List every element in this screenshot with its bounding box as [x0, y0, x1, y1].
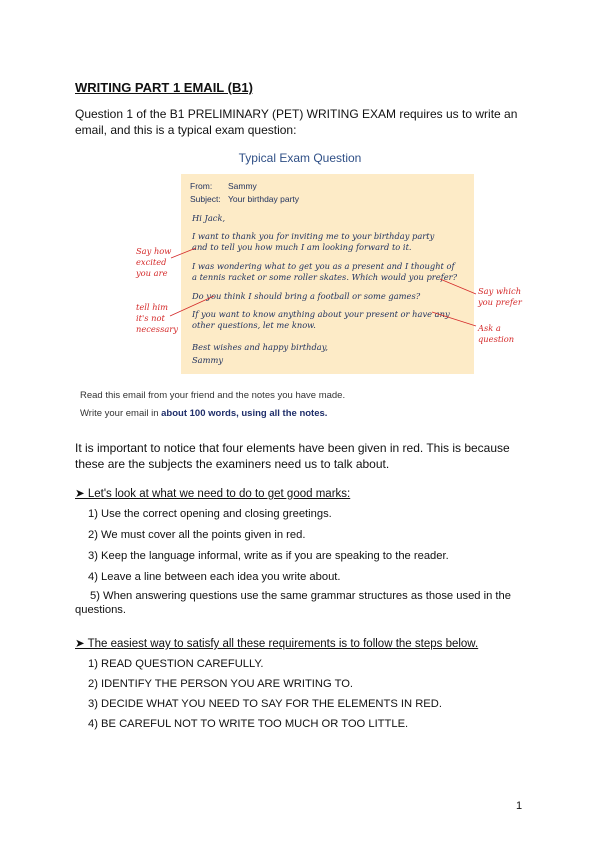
arrow-ask-question — [432, 312, 476, 326]
instruction-read: Read this email from your friend and the notes you have made. — [80, 390, 346, 401]
arrow-tell-him — [170, 296, 214, 316]
from-label: From: — [190, 181, 213, 191]
list-item: 4) BE CAREFUL NOT TO WRITE TOO MUCH OR TOO LITTLE. — [88, 718, 409, 730]
note-say-which: Say which you prefer — [478, 286, 522, 307]
list-item: 2) IDENTIFY THE PERSON YOU ARE WRITING TO. — [88, 678, 354, 690]
from-value: Sammy — [228, 181, 257, 191]
list-item: 3) Keep the language informal, write as if you are speaking to the reader. — [88, 550, 449, 562]
email-line: a tennis racket or some roller skates. Which would you prefer? — [192, 272, 458, 282]
list-item: 1) Use the correct opening and closing greetings. — [88, 508, 332, 520]
instruction-write: Write your email in about 100 words, using all the notes. — [80, 408, 328, 419]
note-tell-him: tell him it's not necessary — [136, 302, 178, 334]
arrow-say-which — [440, 279, 476, 294]
email-signature: Sammy — [192, 355, 224, 365]
page-number: 1 — [516, 800, 523, 812]
email-line: and to tell you how much I am looking forward to it. — [192, 242, 412, 252]
note-ask-question: Ask a question — [478, 323, 515, 344]
list-item: 5) When answering questions use the same grammar structures as those used in the questions. — [75, 590, 511, 616]
page-title: WRITING PART 1 EMAIL (B1) — [75, 80, 253, 95]
list-item: 2) We must cover all the points given in red. — [88, 529, 306, 541]
subject-label: Subject: — [190, 194, 221, 204]
notice-paragraph: It is important to notice that four elements have been given in red. This is because these are the subjects the examiners need us to talk about. — [75, 441, 510, 471]
email-greeting: Hi Jack, — [192, 213, 226, 223]
section-steps-heading: ➤ The easiest way to satisfy all these requirements is to follow the steps below. — [75, 638, 479, 650]
email-line: Do you think I should bring a football or some games? — [192, 291, 421, 301]
note-say-how-excited: Say how excited you are — [136, 246, 172, 278]
intro-paragraph: Question 1 of the B1 PRELIMINARY (PET) WRITING EXAM requires us to write an email, and this is a typical exam question: — [75, 107, 518, 137]
exam-heading: Typical Exam Question — [238, 151, 362, 165]
subject-value: Your birthday party — [228, 194, 300, 204]
email-line: I want to thank you for inviting me to your birthday party — [192, 231, 435, 241]
list-item: 4) Leave a line between each idea you write about. — [88, 571, 341, 583]
list-item: 3) DECIDE WHAT YOU NEED TO SAY FOR THE ELEMENTS IN RED. — [88, 698, 442, 710]
email-line: other questions, let me know. — [192, 320, 316, 330]
email-line: I was wondering what to get you as a present and I thought of — [192, 261, 455, 271]
email-signoff: Best wishes and happy birthday, — [192, 342, 328, 352]
section-good-marks-heading: ➤ Let's look at what we need to do to get good marks: — [75, 488, 351, 500]
arrow-say-how-excited — [171, 248, 196, 258]
email-line: If you want to know anything about your present or have any — [192, 309, 450, 319]
list-item: 1) READ QUESTION CAREFULLY. — [88, 658, 264, 670]
